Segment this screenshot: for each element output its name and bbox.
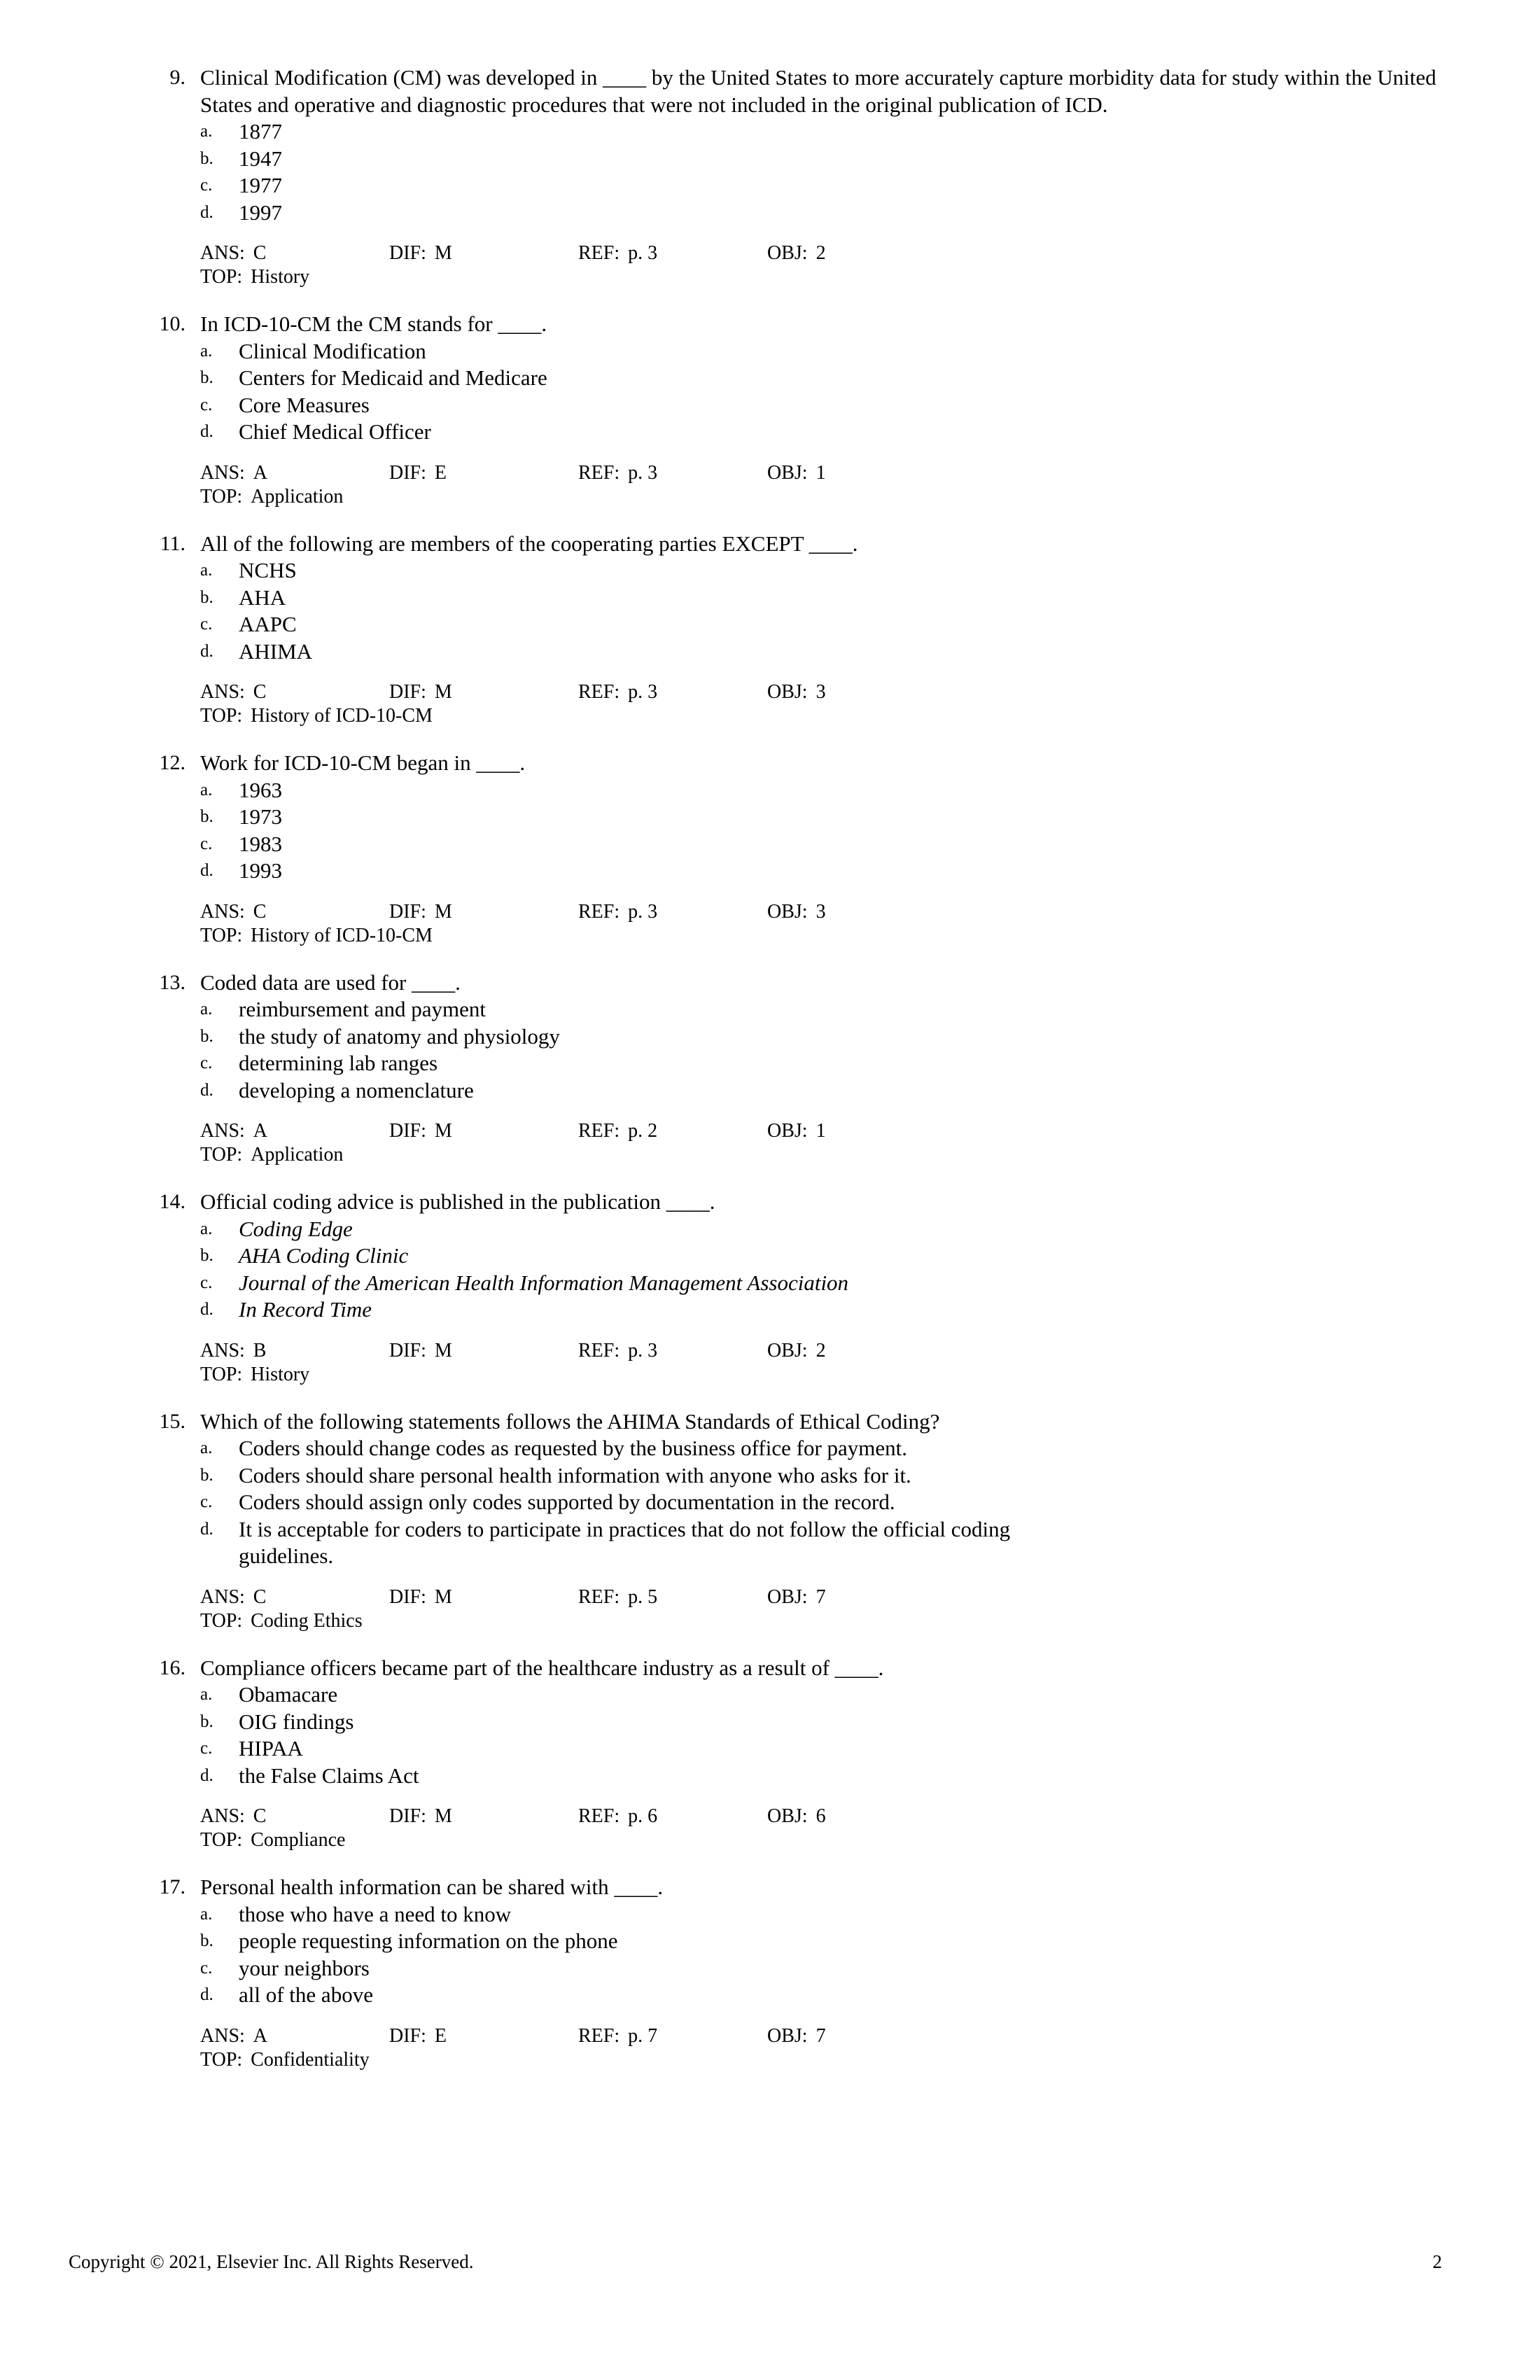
answer-key-value: C [253,900,267,923]
choice-letter: a. [200,1904,213,1924]
choice-letter: c. [200,176,213,195]
question-number: 10. [159,312,186,335]
question-item [144,1655,1452,1853]
choice-text: Chief Medical Officer [239,419,431,444]
choice-letter: d. [200,1300,214,1319]
choice-letter: b. [200,587,214,607]
answer-choice [200,804,1452,831]
page-reference [578,900,767,924]
choice-letter: d. [200,861,214,880]
choice-letter: c. [200,615,213,634]
choice-text: Obamacare [239,1682,338,1707]
choice-text: 1983 [239,831,282,856]
choice-text: the False Claims Act [239,1763,419,1788]
answer-key [200,461,389,485]
topic [200,1609,363,1633]
difficulty-value: M [434,1586,452,1608]
choice-letter: b. [200,1026,214,1046]
choice-text: Coding Edge [239,1216,353,1241]
choice-text: 1993 [239,858,282,883]
topic-value: Coding Ethics [251,1609,363,1632]
topic-value: Application [251,485,344,507]
choice-text: It is acceptable for coders to participate in practices that do not follow the official coding guidelines. [239,1516,1011,1568]
page-reference-value: p. 3 [628,461,658,484]
choice-text: 1877 [239,119,282,144]
question-text: Compliance officers became part of the healthcare industry as a result of ____. [200,1655,884,1680]
answer-metadata [200,900,1452,948]
answer-key-value: C [253,1586,267,1608]
answer-choice [200,831,1452,858]
answer-key [200,2024,389,2048]
objective-value: 7 [816,1586,826,1608]
question-number: 12. [159,751,186,774]
objective-label: OBJ: [767,1339,808,1362]
choice-text: Core Measures [239,392,370,417]
question-item [144,64,1452,289]
topic-value: History of ICD-10-CM [251,705,433,727]
topic [200,1363,309,1387]
topic-label: TOP: [200,1829,243,1851]
objective-value: 7 [816,2024,826,2047]
question-number: 11. [160,531,186,555]
answer-choice [200,338,1452,365]
page-reference-label: REF: [578,461,620,484]
choice-letter: c. [200,1958,213,1977]
question-item [144,750,1452,948]
objective-value: 1 [816,461,826,484]
answer-choice [200,1077,1452,1105]
page-reference-label: REF: [578,2024,620,2047]
answer-metadata [200,1119,1452,1167]
choice-letter: a. [200,122,213,141]
answer-key-value: A [253,461,268,484]
page-reference-label: REF: [578,1339,620,1362]
answer-metadata [200,680,1452,728]
answer-key [200,1119,389,1143]
choice-letter: d. [200,1519,214,1539]
objective [767,2024,956,2048]
objective-value: 3 [816,681,826,703]
footer-copyright: Copyright © 2021, Elsevier Inc. All Rights Reserved. [69,2251,474,2272]
choice-text: your neighbors [239,1955,370,1980]
choice-text: In Record Time [239,1297,372,1322]
answer-choice [200,1270,1452,1297]
choice-text: AHA Coding Clinic [239,1243,409,1268]
answer-choices [200,118,1452,226]
question-number: 16. [159,1656,186,1679]
topic-label: TOP: [200,2048,243,2071]
choice-text: Clinical Modification [239,338,426,363]
answer-choice [200,777,1452,804]
choice-text: Coders should change codes as requested by the business office for payment. [239,1436,908,1460]
objective [767,241,956,265]
page-reference-value: p. 2 [628,1120,658,1142]
choice-text: HIPAA [239,1736,303,1760]
choice-letter: b. [200,1931,214,1950]
topic-value: History [251,1363,310,1385]
difficulty-label: DIF: [389,1805,426,1827]
choice-letter: d. [200,422,214,441]
question-item [144,311,1452,509]
answer-key [200,1339,389,1363]
difficulty [389,2024,578,2048]
choice-text: Coders should share personal health information with anyone who asks for it. [239,1462,911,1488]
topic [200,704,433,728]
choice-letter: d. [200,202,214,222]
choice-letter: a. [200,1438,213,1457]
choice-text: developing a nomenclature [239,1077,474,1102]
topic-label: TOP: [200,1144,243,1166]
objective [767,680,956,704]
answer-choices [200,777,1452,885]
answer-key [200,1586,389,1609]
choice-letter: b. [200,1712,214,1731]
answer-choice [200,638,1452,666]
answer-key-label: ANS: [200,900,245,923]
answer-key [200,1805,389,1828]
choice-letter: a. [200,780,213,799]
answer-choice [200,1901,1452,1928]
question-text: Clinical Modification (CM) was developed in ____ by the United States to more accurately capture morbidity data for study within the United States and operative and diagnostic procedures that were not included in the original publication of ICD. [200,65,1436,117]
topic-label: TOP: [200,485,243,507]
question-text: Work for ICD-10-CM began in ____. [200,750,526,775]
objective [767,900,956,924]
answer-choice [200,1928,1452,1955]
choice-letter: b. [200,1465,214,1485]
page-reference-value: p. 3 [628,1339,658,1362]
objective-label: OBJ: [767,900,808,923]
page-reference [578,1119,767,1143]
difficulty-label: DIF: [389,2024,426,2047]
page-reference [578,680,767,704]
choice-text: Journal of the American Health Information Management Association [239,1270,849,1295]
difficulty-label: DIF: [389,681,426,703]
answer-choice [200,146,1452,173]
answer-metadata [200,461,1452,509]
answer-key-label: ANS: [200,681,245,703]
difficulty-value: M [434,1339,452,1362]
answer-key-label: ANS: [200,1120,245,1142]
question-item [144,1189,1452,1387]
question-item [144,1408,1452,1633]
question-text: In ICD-10-CM the CM stands for ____. [200,312,547,336]
answer-key-label: ANS: [200,2024,245,2047]
page-reference-label: REF: [578,1120,620,1142]
question-item [144,1874,1452,2072]
page-reference-value: p. 5 [628,1586,658,1608]
question-item [144,969,1452,1168]
answer-choice [200,1242,1452,1270]
difficulty [389,1805,578,1828]
difficulty [389,1339,578,1363]
choice-text: the study of anatomy and physiology [239,1023,560,1049]
choice-text: Coders should assign only codes supported by documentation in the record. [239,1490,895,1514]
choice-text: people requesting information on the phone [239,1928,618,1953]
choice-text: determining lab ranges [239,1051,438,1075]
answer-choices [200,338,1452,446]
topic [200,1143,343,1167]
topic [200,924,433,948]
objective [767,461,956,485]
difficulty-label: DIF: [389,1120,426,1142]
answer-choices [200,1216,1452,1324]
answer-key-label: ANS: [200,1805,245,1827]
answer-key [200,680,389,704]
page-reference-label: REF: [578,1586,620,1608]
choice-text: reimbursement and payment [239,997,486,1021]
page-reference [578,1805,767,1828]
difficulty-label: DIF: [389,461,426,484]
answer-key-value: B [253,1339,267,1362]
choice-letter: a. [200,561,213,580]
topic-label: TOP: [200,924,243,946]
answer-choice [200,419,1452,446]
objective-label: OBJ: [767,242,808,264]
choice-text: those who have a need to know [239,1901,512,1926]
difficulty-value: M [434,900,452,923]
difficulty-value: E [434,2024,447,2047]
page-reference-label: REF: [578,242,620,264]
choice-text: AAPC [239,612,297,636]
answer-choice [200,365,1452,392]
choice-text: AHIMA [239,638,313,664]
choice-letter: b. [200,148,214,168]
answer-choice [200,392,1452,419]
answer-choice [200,1681,1452,1709]
answer-choice [200,1982,1452,2009]
difficulty-label: DIF: [389,1339,426,1362]
choice-text: 1947 [239,146,282,171]
question-number: 13. [159,970,186,994]
choice-text: all of the above [239,1982,373,2007]
difficulty [389,461,578,485]
choice-text: 1973 [239,804,282,829]
answer-key-label: ANS: [200,1586,245,1608]
difficulty [389,1119,578,1143]
choice-letter: c. [200,1739,213,1758]
objective [767,1805,956,1828]
answer-choices [200,1435,1452,1570]
choice-letter: b. [200,807,214,826]
answer-key-label: ANS: [200,1339,245,1362]
answer-choice [200,1955,1452,1982]
choice-text: Centers for Medicaid and Medicare [239,365,547,390]
answer-key-value: C [253,681,267,703]
choice-letter: a. [200,341,213,360]
answer-key-value: A [253,2024,268,2047]
answer-choice [200,1050,1452,1077]
answer-choice [200,172,1452,200]
answer-metadata [200,2024,1452,2072]
choice-letter: c. [200,1273,213,1292]
topic-label: TOP: [200,1363,243,1385]
page-reference-value: p. 7 [628,2024,658,2047]
objective-label: OBJ: [767,1805,808,1827]
topic-label: TOP: [200,705,243,727]
choice-text: 1997 [239,200,282,225]
answer-choice [200,1435,1452,1462]
difficulty [389,1586,578,1609]
choice-letter: c. [200,1054,213,1072]
objective-label: OBJ: [767,1586,808,1608]
page-reference [578,1339,767,1363]
choice-letter: a. [200,1685,213,1704]
answer-choice [200,557,1452,584]
choice-letter: c. [200,395,213,414]
topic-label: TOP: [200,1609,243,1632]
answer-choice [200,1735,1452,1763]
objective-label: OBJ: [767,1120,808,1142]
objective-value: 1 [816,1120,826,1142]
choice-letter: d. [200,641,214,661]
answer-choice [200,1023,1452,1051]
page-reference-value: p. 3 [628,900,658,923]
choice-text: AHA [239,584,286,610]
difficulty [389,900,578,924]
choice-letter: d. [200,1985,214,2004]
answer-key [200,241,389,265]
answer-key-label: ANS: [200,461,245,484]
answer-key-value: A [253,1120,268,1142]
question-text: Official coding advice is published in the publication ____. [200,1189,715,1214]
choice-text: NCHS [239,558,297,582]
answer-choice [200,611,1452,638]
page-reference [578,1586,767,1609]
difficulty-value: M [434,1805,452,1827]
topic [200,2048,370,2072]
page-reference [578,461,767,485]
answer-choice [200,1462,1452,1490]
choice-text: 1963 [239,777,282,802]
difficulty-value: M [434,242,452,264]
answer-choices [200,996,1452,1104]
choice-letter: d. [200,1765,214,1785]
topic-value: Application [251,1144,344,1166]
question-number: 14. [159,1190,186,1213]
topic-value: Confidentiality [251,2048,370,2071]
topic-label: TOP: [200,266,243,288]
choice-letter: b. [200,1246,214,1265]
answer-choice [200,118,1452,146]
question-text: All of the following are members of the cooperating parties EXCEPT ____. [200,531,858,556]
objective-value: 2 [816,242,826,264]
difficulty-label: DIF: [389,900,426,923]
page-reference [578,241,767,265]
answer-choice [200,1709,1452,1736]
objective [767,1586,956,1609]
answer-metadata [200,241,1452,289]
answer-choice [200,1763,1452,1790]
choice-text: 1977 [239,173,282,197]
page-reference-label: REF: [578,900,620,923]
answer-choice [200,200,1452,227]
choice-letter: a. [200,1219,213,1238]
page-reference-value: p. 3 [628,242,658,264]
answer-choices [200,557,1452,665]
topic-value: Compliance [251,1829,346,1851]
answer-choices [200,1901,1452,2009]
question-number: 17. [159,1875,186,1898]
topic-value: History of ICD-10-CM [251,924,433,946]
difficulty [389,680,578,704]
question-number: 9. [169,66,186,89]
answer-choice [200,1216,1452,1243]
objective [767,1119,956,1143]
page-reference-label: REF: [578,1805,620,1827]
answer-choice [200,1516,1452,1570]
answer-metadata [200,1339,1452,1387]
question-item [144,531,1452,729]
answer-choice [200,1296,1452,1324]
question-number: 15. [159,1409,186,1433]
difficulty [389,241,578,265]
answer-key-value: C [253,1805,267,1827]
topic [200,265,309,289]
choice-text: OIG findings [239,1709,354,1734]
question-text: Personal health information can be shared with ____. [200,1875,664,1899]
objective-value: 3 [816,900,826,923]
page-reference [578,2024,767,2048]
objective-label: OBJ: [767,461,808,484]
objective-value: 2 [816,1339,826,1362]
topic [200,1828,345,1852]
answer-metadata [200,1586,1452,1633]
choice-letter: b. [200,368,214,387]
difficulty-value: E [434,461,447,484]
answer-key-value: C [253,242,267,264]
question-text: Coded data are used for ____. [200,969,461,995]
difficulty-value: M [434,1120,452,1142]
objective-value: 6 [816,1805,826,1827]
choice-letter: a. [200,1000,213,1018]
answer-key-label: ANS: [200,242,245,264]
page-reference-label: REF: [578,681,620,703]
topic [200,485,343,509]
answer-key [200,900,389,924]
objective [767,1339,956,1363]
answer-choice [200,996,1452,1023]
difficulty-label: DIF: [389,1586,426,1608]
answer-choice [200,1489,1452,1516]
difficulty-value: M [434,681,452,703]
topic-value: History [251,266,310,288]
page-number: 2 [1432,2251,1442,2272]
objective-label: OBJ: [767,681,808,703]
difficulty-label: DIF: [389,242,426,264]
answer-choice [200,584,1452,612]
page-reference-value: p. 3 [628,681,658,703]
answer-metadata [200,1805,1452,1852]
question-text: Which of the following statements follows the AHIMA Standards of Ethical Coding? [200,1408,940,1434]
choice-letter: c. [200,834,213,853]
answer-choices [200,1681,1452,1789]
choice-letter: d. [200,1080,214,1100]
answer-choice [200,858,1452,885]
objective-label: OBJ: [767,2024,808,2047]
choice-letter: c. [200,1492,213,1511]
question-list [144,64,1452,2094]
page-reference-value: p. 6 [628,1805,658,1827]
